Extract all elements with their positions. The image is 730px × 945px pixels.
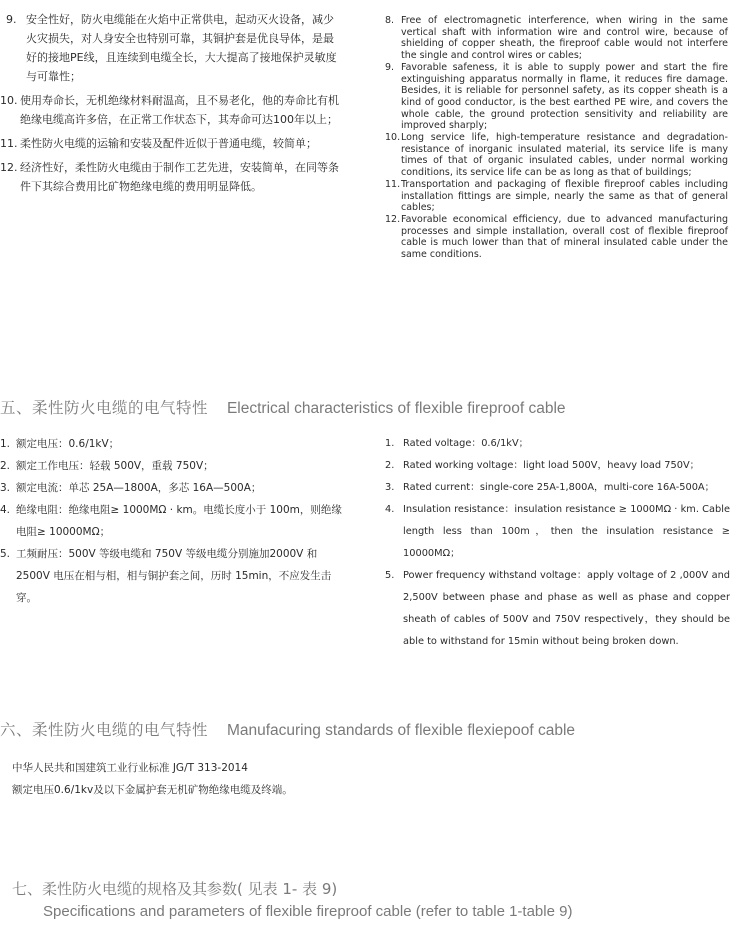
s5-en-item-3: 3. Rated current：single-core 25A-1,800A，multi-core 16A-500A； <box>385 482 715 493</box>
top-en-column <box>385 15 728 261</box>
cn-item-10: 10. 使用寿命长，无机绝缘材料耐温高，且不易老化，他的寿命比有机绝缘电缆高许多倍，在正常工作状态下，其寿命可达100年以上； <box>0 94 339 126</box>
cn-item-12: 12. 经济性好，柔性防火电缆由于制作工艺先进，安装简单，在同等条件下其综合费用比矿物绝缘电缆的费用明显降低。 <box>0 161 339 193</box>
section-5-en-list <box>385 433 730 653</box>
en-item-12: 12. Favorable economical efficiency, due to advanced manufacturing processes and simple installation, overall cost of flexible fireproof cable is much lower than that of mineral insulated cable under the same conditions. <box>385 213 728 261</box>
en-item-9: 9. Favorable safeness, it is able to supply power and start the fire extinguishing apparatus normally in flame, it reduces fire damage. Besides, it is reliable for personnel safety, as its copper sheath is a kind of good conductor, is the best earthed PE wire, and covers the whole cable, the ground protection sensitivity and reliability are improved sharply; <box>385 61 728 132</box>
section-7-title-cn: 七、柔性防火电缆的规格及其参数( 见表 1- 表 9) <box>12 880 338 898</box>
en-item-8: 8. Free of electromagnetic interference, when wiring in the same vertical shaft with information wire and control wire, because of shielding of copper sheath, the fireproof cable would not interfere the single and control wires or cables; <box>385 15 728 62</box>
s5-en-item-2: 2. Rated working voltage：light load 500V，heavy load 750V； <box>385 460 700 471</box>
section-5-title-cn: 五、柔性防火电缆的电气特性 <box>0 399 209 417</box>
section-5-title <box>0 396 566 418</box>
section-6-title-cn: 六、柔性防火电缆的电气特性 <box>0 721 209 739</box>
s5-en-item-4: 4. Insulation resistance：insulation resistance ≥ 1000MΩ · km. Cable length less than 100m，then the insulation resistance ≥ 10000MΩ； <box>385 504 730 559</box>
s5-cn-item-3: 3. 额定电流：单芯 25A—1800A，多芯 16A—500A； <box>0 482 262 494</box>
section-6-title <box>0 718 575 740</box>
s5-cn-item-1: 1. 额定电压：0.6/1kV； <box>0 438 120 450</box>
en-item-11: 11. Transportation and packaging of flexible fireproof cables including installation fittings are simple, nearly the same as that of general cables; <box>385 178 728 214</box>
cn-item-9: 9. 安全性好，防火电缆能在火焰中正常供电，起动灭火设备，减少火灾损失，对人身安全也特别可靠，其铜护套是优良导体，是最好的接地PE线，且连续到电缆全长，大大提高了接地保护灵敏度与可靠性； <box>6 13 337 83</box>
top-cn-column <box>0 10 350 196</box>
s5-cn-item-2: 2. 额定工作电压：轻载 500V，重载 750V； <box>0 460 214 472</box>
section-5-cn-list <box>0 433 350 609</box>
section-6-title-en: Manufacuring standards of flexible flexiepoof cable <box>226 722 576 739</box>
s5-en-item-1: 1. Rated voltage：0.6/1kV； <box>385 438 529 449</box>
en-item-10: 10. Long service life, high-temperature resistance and degradation-resistance of inorganic insulated material, its service life is many times of that of organic insulated cables, under normal working conditions, its service life can be as long as that of buildings; <box>385 132 728 179</box>
section-5-title-en: Electrical characteristics of flexible fireproof cable <box>226 400 566 417</box>
section-6-standard <box>12 757 512 801</box>
section-7-title-en: Specifications and parameters of flexible fireproof cable (refer to table 1-table 9) <box>43 903 573 920</box>
cn-item-11: 11. 柔性防火电缆的运输和安装及配件近似于普通电缆，较简单； <box>0 137 317 150</box>
s5-cn-item-4: 4. 绝缘电阻：绝缘电阻≥ 1000MΩ · km。电缆长度小于 100m，则绝缘电阻≥ 10000MΩ； <box>0 504 342 538</box>
standard-line-2: 额定电压0.6/1kv及以下金属护套无机矿物绝缘电缆及终端。 <box>12 784 293 796</box>
standard-line-1: 中华人民共和国建筑工业行业标准 JG/T 313-2014 <box>12 762 248 774</box>
s5-en-item-5: 5. Power frequency withstand voltage：apply voltage of 2 ,000V and 2,500V between phase and phase as well as phase and copper sheath of cables of 500V and 750V respectively，they should be able to withstand for 15min without being broken down. <box>385 570 730 647</box>
s5-cn-item-5: 5. 工频耐压：500V 等级电缆和 750V 等级电缆分别施加2000V 和 2500V 电压在相与相，相与铜护套之间，历时 15min，不应发生击穿。 <box>0 548 332 604</box>
